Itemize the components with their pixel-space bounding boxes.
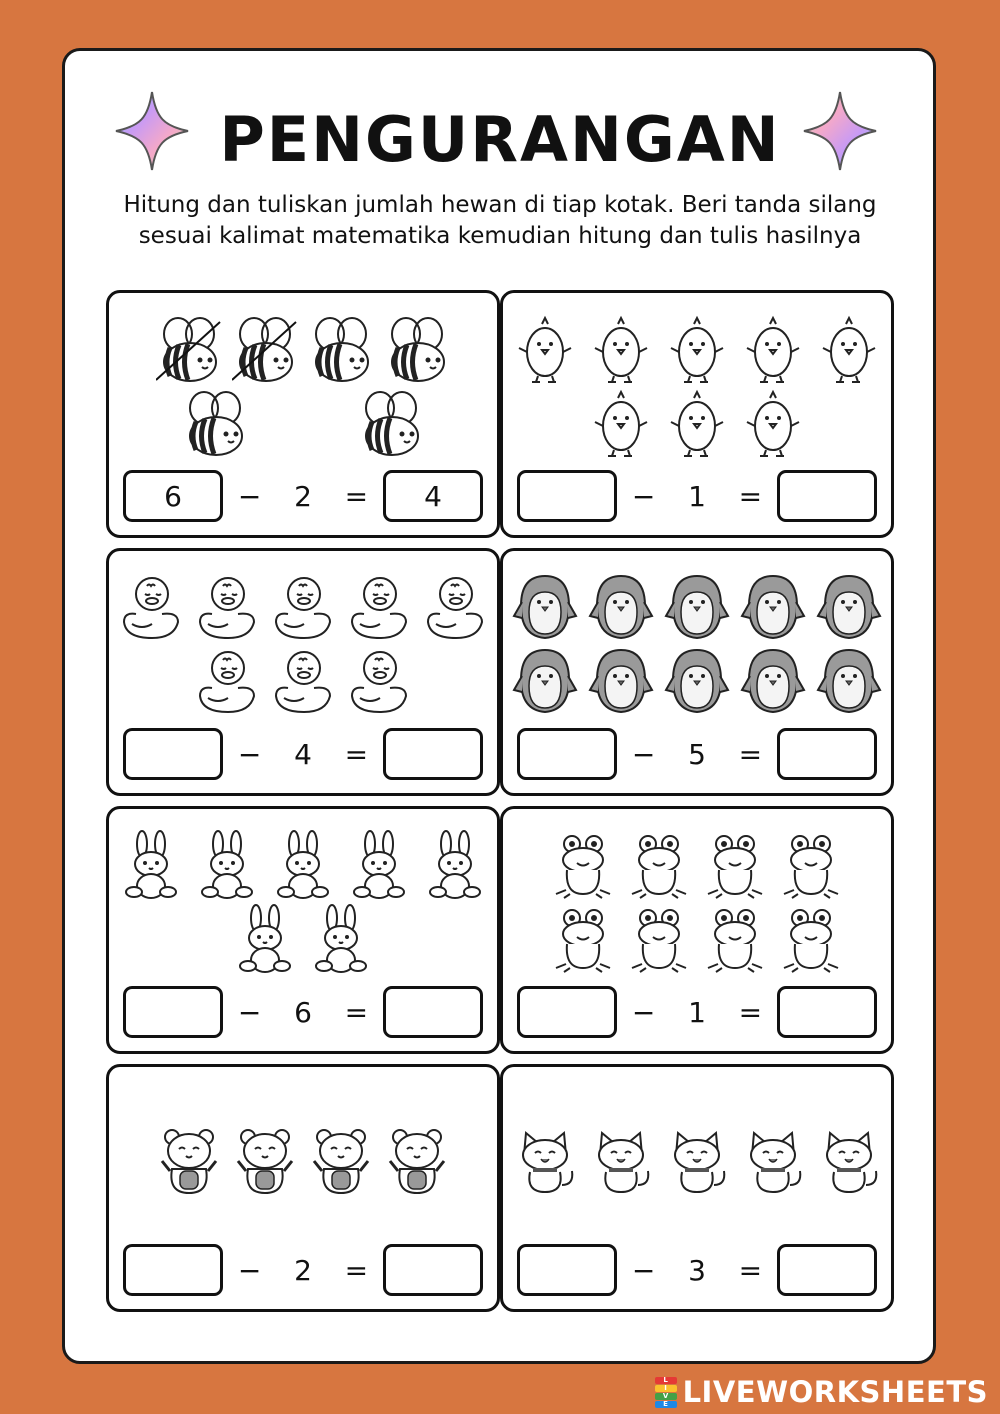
bee-icon[interactable] bbox=[358, 388, 424, 458]
brand-name: LIVEWORKSHEETS bbox=[682, 1375, 988, 1409]
chick-icon[interactable] bbox=[588, 314, 654, 384]
minus-sign: − bbox=[237, 737, 262, 771]
animal-row bbox=[512, 572, 882, 642]
equation bbox=[123, 985, 483, 1039]
animal-row bbox=[156, 314, 450, 384]
equation bbox=[517, 1243, 877, 1297]
animal-row bbox=[182, 388, 424, 458]
penguin-icon[interactable] bbox=[512, 646, 578, 716]
bunny-icon[interactable] bbox=[194, 830, 260, 900]
animal-row bbox=[512, 314, 882, 384]
animal-row bbox=[550, 830, 844, 900]
animal-row bbox=[232, 904, 374, 974]
chick-icon[interactable] bbox=[664, 314, 730, 384]
chick-icon[interactable] bbox=[664, 388, 730, 458]
animal-group bbox=[117, 817, 489, 987]
bee-icon[interactable] bbox=[308, 314, 374, 384]
chick-icon[interactable] bbox=[588, 388, 654, 458]
animal-group bbox=[511, 817, 883, 987]
duck-icon[interactable] bbox=[270, 646, 336, 716]
bunny-icon[interactable] bbox=[308, 904, 374, 974]
subtract-number: 6 bbox=[294, 995, 312, 1029]
animal-group bbox=[117, 559, 489, 729]
equation bbox=[517, 985, 877, 1039]
minus-sign: − bbox=[631, 737, 656, 771]
bunny-icon[interactable] bbox=[422, 830, 488, 900]
bear-icon[interactable] bbox=[232, 1125, 298, 1195]
bunny-icon[interactable] bbox=[232, 904, 298, 974]
equation bbox=[123, 469, 483, 523]
bear-icon[interactable] bbox=[384, 1125, 450, 1195]
equation bbox=[517, 469, 877, 523]
bee-icon[interactable] bbox=[384, 314, 450, 384]
subtract-number: 1 bbox=[688, 995, 706, 1029]
animal-group bbox=[117, 301, 489, 471]
penguin-icon[interactable] bbox=[588, 572, 654, 642]
frog-icon[interactable] bbox=[702, 830, 768, 900]
frog-icon[interactable] bbox=[702, 904, 768, 974]
penguin-icon[interactable] bbox=[664, 572, 730, 642]
result-answer-box[interactable] bbox=[383, 986, 483, 1038]
result-answer-box[interactable] bbox=[777, 470, 877, 522]
result-answer-box[interactable] bbox=[383, 1244, 483, 1296]
frog-icon[interactable] bbox=[778, 830, 844, 900]
animal-row bbox=[512, 1125, 882, 1195]
cat-icon[interactable] bbox=[588, 1125, 654, 1195]
brand-logo-letter: V bbox=[655, 1393, 677, 1400]
bee-icon[interactable] bbox=[182, 388, 248, 458]
duck-icon[interactable] bbox=[346, 646, 412, 716]
bear-icon[interactable] bbox=[156, 1125, 222, 1195]
animal-row bbox=[550, 904, 844, 974]
subtract-number: 1 bbox=[688, 479, 706, 513]
frog-icon[interactable] bbox=[626, 830, 692, 900]
count-answer-box[interactable]: 6 bbox=[123, 470, 223, 522]
problem-card bbox=[500, 1064, 894, 1312]
subtract-number: 2 bbox=[294, 1253, 312, 1287]
penguin-icon[interactable] bbox=[816, 646, 882, 716]
subtract-number: 4 bbox=[294, 737, 312, 771]
frog-icon[interactable] bbox=[550, 830, 616, 900]
penguin-icon[interactable] bbox=[512, 572, 578, 642]
cat-icon[interactable] bbox=[664, 1125, 730, 1195]
animal-group bbox=[511, 301, 883, 471]
frog-icon[interactable] bbox=[550, 904, 616, 974]
frog-icon[interactable] bbox=[778, 904, 844, 974]
animal-row bbox=[588, 388, 806, 458]
equation bbox=[517, 727, 877, 781]
animal-row bbox=[118, 830, 488, 900]
animal-row bbox=[512, 646, 882, 716]
equals-sign: = bbox=[344, 995, 369, 1029]
equation bbox=[123, 1243, 483, 1297]
minus-sign: − bbox=[237, 479, 262, 513]
cat-icon[interactable] bbox=[512, 1125, 578, 1195]
duck-icon[interactable] bbox=[194, 646, 260, 716]
result-answer-box[interactable] bbox=[777, 1244, 877, 1296]
penguin-icon[interactable] bbox=[816, 572, 882, 642]
count-answer-box[interactable] bbox=[517, 470, 617, 522]
instructions-text: Hitung dan tuliskan jumlah hewan di tiap kotak. Beri tanda silang sesuai kalimat matematika kemudian hitung dan tulis hasilnya bbox=[123, 192, 877, 249]
problem-card bbox=[500, 548, 894, 796]
minus-sign: − bbox=[237, 1253, 262, 1287]
result-answer-box[interactable] bbox=[383, 728, 483, 780]
duck-icon[interactable] bbox=[194, 572, 260, 642]
equals-sign: = bbox=[738, 995, 763, 1029]
brand-footer[interactable] bbox=[655, 1374, 988, 1410]
result-answer-box[interactable]: 4 bbox=[383, 470, 483, 522]
cat-icon[interactable] bbox=[816, 1125, 882, 1195]
bee-crossed-icon[interactable] bbox=[156, 314, 222, 384]
count-answer-box[interactable] bbox=[517, 1244, 617, 1296]
chick-icon[interactable] bbox=[740, 388, 806, 458]
duck-icon[interactable] bbox=[422, 572, 488, 642]
chick-icon[interactable] bbox=[740, 314, 806, 384]
animal-row bbox=[194, 646, 412, 716]
duck-icon[interactable] bbox=[118, 572, 184, 642]
problem-card bbox=[106, 806, 500, 1054]
animal-group bbox=[117, 1075, 489, 1245]
brand-logo-letter: I bbox=[655, 1385, 677, 1392]
count-answer-box[interactable] bbox=[123, 728, 223, 780]
penguin-icon[interactable] bbox=[740, 572, 806, 642]
equals-sign: = bbox=[738, 1253, 763, 1287]
problem-card bbox=[500, 290, 894, 538]
duck-icon[interactable] bbox=[346, 572, 412, 642]
penguin-icon[interactable] bbox=[740, 646, 806, 716]
subtract-number: 2 bbox=[294, 479, 312, 513]
equals-sign: = bbox=[738, 479, 763, 513]
penguin-icon[interactable] bbox=[664, 646, 730, 716]
duck-icon[interactable] bbox=[270, 572, 336, 642]
cat-icon[interactable] bbox=[740, 1125, 806, 1195]
frog-icon[interactable] bbox=[626, 904, 692, 974]
equals-sign: = bbox=[344, 737, 369, 771]
problem-card bbox=[106, 548, 500, 796]
problem-card bbox=[500, 806, 894, 1054]
minus-sign: − bbox=[631, 479, 656, 513]
bunny-icon[interactable] bbox=[118, 830, 184, 900]
subtract-number: 5 bbox=[688, 737, 706, 771]
bunny-icon[interactable] bbox=[270, 830, 336, 900]
page-title: PENGURANGAN bbox=[219, 103, 781, 176]
penguin-icon[interactable] bbox=[588, 646, 654, 716]
problem-card bbox=[106, 290, 500, 538]
minus-sign: − bbox=[631, 1253, 656, 1287]
animal-row bbox=[156, 1125, 450, 1195]
equals-sign: = bbox=[344, 1253, 369, 1287]
bear-icon[interactable] bbox=[308, 1125, 374, 1195]
equals-sign: = bbox=[344, 479, 369, 513]
brand-logo-letter: L bbox=[655, 1377, 677, 1384]
subtract-number: 3 bbox=[688, 1253, 706, 1287]
bee-crossed-icon[interactable] bbox=[232, 314, 298, 384]
count-answer-box[interactable] bbox=[123, 1244, 223, 1296]
minus-sign: − bbox=[237, 995, 262, 1029]
animal-group bbox=[511, 559, 883, 729]
animal-group bbox=[511, 1075, 883, 1245]
equals-sign: = bbox=[738, 737, 763, 771]
problem-card bbox=[106, 1064, 500, 1312]
chick-icon[interactable] bbox=[512, 314, 578, 384]
equation bbox=[123, 727, 483, 781]
count-answer-box[interactable] bbox=[123, 986, 223, 1038]
result-answer-box[interactable] bbox=[777, 728, 877, 780]
count-answer-box[interactable] bbox=[517, 728, 617, 780]
bunny-icon[interactable] bbox=[346, 830, 412, 900]
minus-sign: − bbox=[631, 995, 656, 1029]
count-answer-box[interactable] bbox=[517, 986, 617, 1038]
result-answer-box[interactable] bbox=[777, 986, 877, 1038]
brand-logo-icon bbox=[655, 1377, 677, 1407]
brand-logo-letter: E bbox=[655, 1401, 677, 1408]
animal-row bbox=[118, 572, 488, 642]
chick-icon[interactable] bbox=[816, 314, 882, 384]
